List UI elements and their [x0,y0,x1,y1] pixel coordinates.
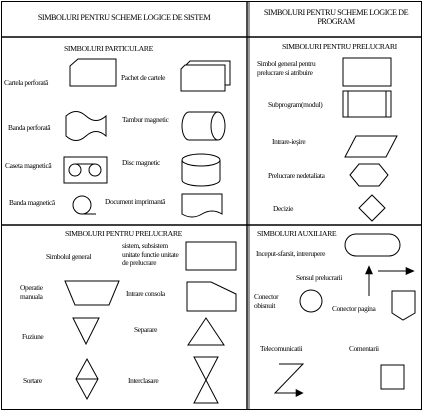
label-comment: Comentarii [349,344,379,353]
header-program-schemes: SIMBOLURI PENTRU SCHEME LOGICE DE PROGRAM [263,8,409,27]
label-collate: Interclasare [128,376,159,385]
telecom-shape [275,364,303,393]
label-punched-tape: Banda perforată [8,123,51,132]
comment-shape [381,365,404,389]
telecom-arrow-head [296,390,303,397]
label-magnetic-drum: Tambur magnetic [122,115,169,124]
label-general-process: Simbol general pentru prelucrare si atribuire [257,59,316,77]
label-start-stop: Inceput-sfarsit, intrerupere [256,249,325,258]
subprogram-shape [343,91,391,117]
general-system-shape [186,242,236,270]
label-punched-card: Cartela perforată [4,78,48,87]
label-magnetic-cassette: Caseta magnetică [5,161,52,170]
decision-shape [359,195,385,221]
label-page-connector: Conector pagina [332,304,376,313]
label-connector: Conector obisnuit [254,292,279,310]
unspecified-processing-shape [350,164,388,186]
cassette-reel-left [69,164,81,176]
label-console-input: Intrare consola [126,289,165,298]
flow-arrow-right-head [406,268,414,275]
flow-arrow-up-head [366,266,373,274]
printed-document-shape [182,194,222,217]
connector-shape [300,290,322,312]
collate-shape [194,357,218,403]
punched-tape-shape [66,112,106,141]
label-card-deck: Pachet de cartele [121,73,166,82]
magnetic-disk-top [182,154,220,166]
magnetic-drum-end [211,112,218,140]
section-title-program-processing: SIMBOLURI PENTRU PRELUCRARI [282,42,397,51]
label-general-system-desc: sistem, subsistem unitate functie unitate de prelucrare [122,241,179,268]
label-flow-direction: Sensul prelucrarii [296,273,343,282]
start-stop-shape [345,234,400,256]
input-output-shape [345,136,397,157]
label-magnetic-tape: Banda magnetică [9,198,55,207]
label-input-output: Intrare-ieşire [272,137,306,146]
card-deck-shape [181,65,225,91]
label-printed-document: Document imprimantă [105,197,166,206]
section-title-particular: SIMBOLURI PARTICULARE [64,44,153,53]
console-input-shape [187,282,236,311]
magnetic-drum-shape [182,112,225,140]
cassette-reel-right [89,164,101,176]
label-unspecified-processing: Prelucrare nedetaliata [268,171,325,180]
label-split: Separare [134,325,158,334]
label-manual-operation: Operatie manuala [20,283,43,301]
merge-shape [73,318,99,344]
label-general-system: Simbolul general [46,252,92,261]
header-system-schemes: SIMBOLURI PENTRU SCHEME LOGICE DE SISTEM [37,13,211,22]
section-title-auxiliary: SIMBOLURI AUXILIARE [257,229,337,238]
page-connector-shape [392,291,415,320]
label-decision: Decizie [273,204,294,213]
label-sort: Sortare [23,376,42,385]
manual-operation-shape [65,281,119,305]
general-process-shape [343,58,391,86]
punched-card-shape [70,59,116,86]
magnetic-tape-shape [73,196,91,214]
section-title-system-processing: SIMBOLURI PENTRU PRELUCRARE [65,229,182,238]
split-shape [188,318,224,345]
label-merge: Fuziune [22,332,44,341]
label-subprogram: Subprogram(modul) [268,100,323,109]
label-telecom: Telecomunicatii [260,344,303,353]
label-magnetic-disk: Disc magnetic [122,158,160,167]
